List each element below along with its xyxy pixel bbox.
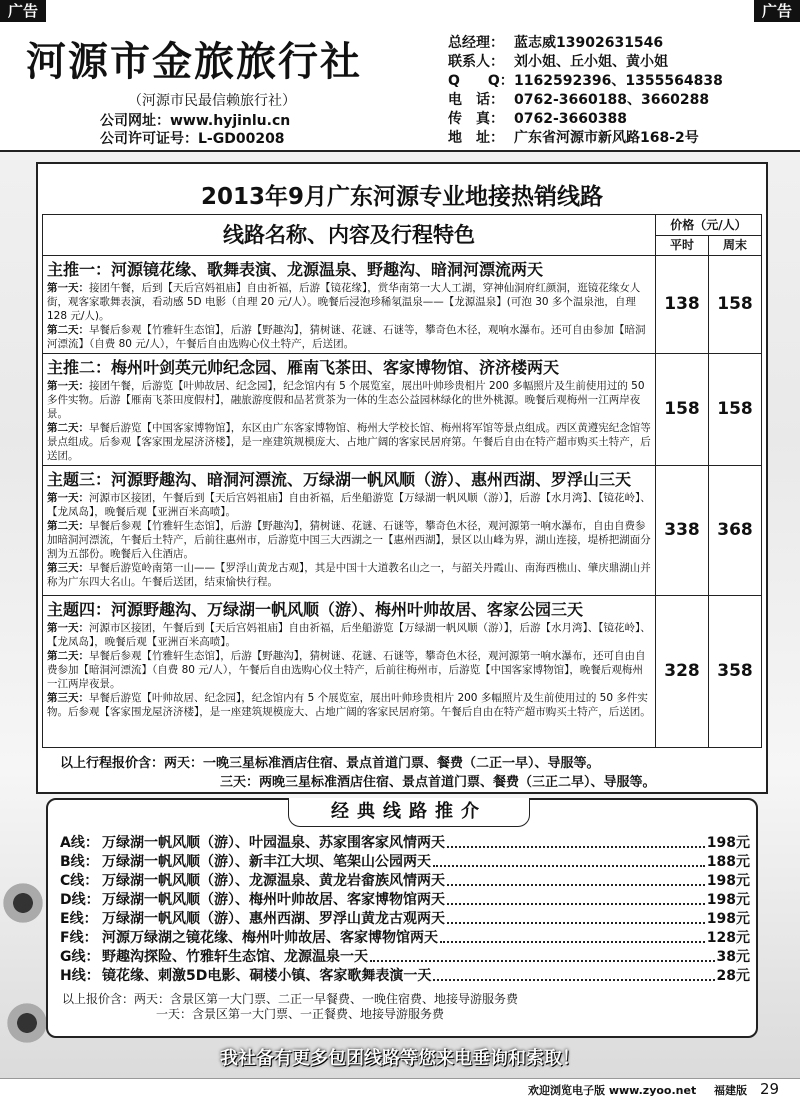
ad-tag-left: 广告 (0, 0, 46, 22)
contact-label: 电 话： (448, 92, 504, 108)
sunflower-decoration-icon (0, 880, 46, 926)
contact-row (448, 72, 788, 91)
leader-dots (447, 891, 705, 905)
route-description (43, 465, 656, 595)
classic-note-two-day: 以上报价含：两天：含景区第一大门票、二正一早餐费、一晚住宿费、地接导游服务费 (62, 992, 519, 1006)
weekday-price: 328 (656, 595, 709, 747)
day-label: 第二天： (47, 324, 89, 336)
footer-edition: 福建版 (714, 1084, 747, 1097)
route-title: 主推二：梅州叶剑英元帅纪念园、雁南飞茶田、客家博物馆、济济楼两天 (47, 358, 560, 377)
company-website[interactable]: 公司网址：www.hyjinlu.cn (100, 113, 291, 129)
contact-value: 1162592396、1355564838 (514, 73, 723, 89)
footer-site-link[interactable]: 欢迎浏览电子版 www.zyoo.net (528, 1084, 697, 1097)
contact-value: 刘小姐、丘小姐、黄小姐 (514, 54, 668, 70)
day-text: 早餐后游览【叶帅故居、纪念园】，纪念馆内有 5 个展览室，展出叶帅珍贵相片 200 多幅照片及生前使用过的 50 多件实物。后参观【客家围龙屋济济楼】，是一座建筑规模庞大、占地广阔的客家民居府第。午餐后自由在特产超市购买土特产，后送团。 (47, 692, 651, 718)
company-slogan: （河源市民最信赖旅行社） (128, 93, 296, 109)
header (0, 0, 800, 152)
price-notes (42, 752, 760, 790)
classic-price-note (62, 992, 518, 1022)
line-code: A线： (60, 835, 99, 851)
list-item (60, 929, 750, 948)
list-item (60, 872, 750, 891)
day-label: 第一天： (47, 622, 89, 634)
list-item (60, 853, 750, 872)
list-item (60, 891, 750, 910)
route-title: 主题三：河源野趣沟、暗洞河漂流、万绿湖一帆风顺（游）、惠州西湖、罗浮山三天 (47, 470, 632, 489)
list-item (60, 967, 750, 986)
line-price: 198元 (706, 873, 750, 889)
leader-dots (440, 929, 705, 943)
day-text: 河源市区接团，午餐后到【天后宫妈祖庙】自由祈福，后坐船游览【万绿湖一帆风顺（游）】，后游【水月湾】、【镜花岭】、【龙凤岛】，晚餐后观【亚洲百米高喷】。 (47, 622, 651, 648)
line-name: 万绿湖一帆风顺（游）、新丰江大坝、笔架山公园两天 (102, 854, 431, 870)
weekday-column-header: 平时 (656, 236, 709, 255)
route-day (47, 691, 651, 719)
day-text: 河源市区接团，午餐后到【天后宫妈祖庙】自由祈福，后坐船游览【万绿湖一帆风顺（游）】，后游【水月湾】、【镜花岭】、【龙凤岛】，晚餐后观【亚洲百米高喷】。 (47, 492, 651, 518)
day-text: 早餐后参观【竹雅轩生态馆】，后游【野趣沟】，猜树谜、花谜、石谜等，攀奇色木径，观响水瀑布。还可自由参加【暗洞河漂流】（自费 80 元/人），午餐后自由选购心仪土特产，后送团。 (47, 324, 646, 350)
contact-label: 地 址： (448, 130, 504, 146)
contact-row (448, 34, 788, 53)
route-day (47, 379, 651, 421)
weekend-column-header: 周末 (722, 238, 747, 252)
ad-tag-right: 广告 (754, 0, 800, 22)
price-note-three-day: 三天：两晚三星标准酒店住宿、景点首道门票、餐费（三正二早）、导服等。 (220, 775, 656, 790)
contact-row (448, 53, 788, 72)
list-item (60, 948, 750, 967)
route-day (47, 421, 651, 463)
day-label: 第二天： (47, 422, 89, 434)
line-name: 万绿湖一帆风顺（游）、叶园温泉、苏家围客家风情两天 (102, 835, 445, 851)
line-name: 河源万绿湖之镜花缘、梅州叶帅故居、客家博物馆两天 (102, 930, 438, 946)
line-price: 28元 (716, 968, 750, 984)
contact-row (448, 129, 788, 148)
routes-table-header (42, 214, 762, 256)
line-price: 128元 (706, 930, 750, 946)
leader-dots (447, 872, 705, 886)
weekend-price: 158 (717, 294, 753, 314)
day-text: 早餐后参观【竹雅轩生态馆】，后游【野趣沟】，猜树谜、花谜、石谜等，攀奇色木径，观河源第一响水瀑布，还可自由自费参加【暗洞河漂流】（自费 80 元/人），午餐后自由选购心仪土特产，后前往梅州市，后游览【中国客家博物馆】，晚餐后观梅州一江两岸夜景。 (47, 650, 646, 690)
list-item (60, 910, 750, 929)
day-text: 早餐后游览岭南第一山——【罗浮山黄龙古观】，其是中国十大道教名山之一，与韶关丹霞山、南海西樵山、肇庆鼎湖山并称为广东四大名山。午餐后送团，结束愉快行程。 (47, 562, 651, 588)
weekend-price: 368 (717, 520, 753, 540)
leader-dots (447, 834, 705, 848)
day-label: 第二天： (47, 650, 89, 662)
leader-dots (447, 910, 705, 924)
route-day (47, 281, 651, 323)
route-description (43, 353, 656, 465)
route-description (43, 255, 656, 353)
contact-block (448, 34, 788, 148)
leader-dots (433, 967, 714, 981)
line-code: D线： (60, 892, 100, 908)
contact-label: 传 真： (448, 111, 504, 127)
day-text: 早餐后游览【中国客家博物馆】，东区由广东客家博物馆、梅州大学校长馆、梅州将军馆等景点组成。西区黄遵宪纪念馆等景点组成。后参观【客家围龙屋济济楼】，是一座建筑规模庞大、占地广阔的客家民居府第。午餐后自由在特产超市购买土特产，后送团。 (47, 422, 651, 462)
route-day (47, 561, 651, 589)
line-name: 野趣沟探险、竹雅轩生态馆、龙源温泉一天 (102, 949, 368, 965)
day-label: 第三天： (47, 692, 89, 704)
route-row (42, 353, 762, 466)
route-column-header: 线路名称、内容及行程特色 (43, 215, 656, 255)
route-row (42, 595, 762, 748)
promo-banner: 我社备有更多包团线路等您来电垂询和索取！ (220, 1048, 580, 1069)
day-text: 接团午餐，后游览【叶帅故居、纪念园】，纪念馆内有 5 个展览室，展出叶帅珍贵相片 200 多幅照片及生前使用过的 50 多件实物。后游【雁南飞茶田度假村】，融旅游度假和品茗赏茶为一体的生态公益园林绿化的世外桃源。晚餐后观梅州一江两岸夜景。 (47, 380, 645, 420)
line-name: 万绿湖一帆风顺（游）、龙源温泉、黄龙岩畲族风情两天 (102, 873, 445, 889)
day-label: 第一天： (47, 282, 89, 294)
line-name: 万绿湖一帆风顺（游）、梅州叶帅故居、客家博物馆两天 (102, 892, 445, 908)
line-price: 198元 (706, 835, 750, 851)
route-day (47, 323, 651, 351)
route-title: 主题四：河源野趣沟、万绿湖一帆风顺（游）、梅州叶帅故居、客家公园三天 (47, 600, 584, 619)
classic-note-one-day: 一天：含景区第一大门票、一正餐费、地接导游服务费 (156, 1007, 445, 1021)
line-price: 198元 (706, 911, 750, 927)
company-license: 公司许可证号：L-GD00208 (100, 131, 285, 147)
leader-dots (433, 853, 705, 867)
contact-value: 广东省河源市新风路168-2号 (514, 130, 699, 146)
line-name: 万绿湖一帆风顺（游）、惠州西湖、罗浮山黄龙古观两天 (102, 911, 445, 927)
weekend-price: 358 (717, 661, 753, 681)
line-price: 188元 (706, 854, 750, 870)
weekday-price: 138 (656, 255, 709, 353)
contact-row (448, 91, 788, 110)
contact-label: 联系人： (448, 54, 504, 70)
company-name: 河源市金旅旅行社 (26, 39, 362, 85)
price-column-header: 价格（元/人） (656, 215, 761, 236)
page-footer (0, 1078, 800, 1101)
line-price: 198元 (706, 892, 750, 908)
line-code: G线： (60, 949, 100, 965)
contact-label: 总经理： (448, 35, 504, 51)
contact-value: 0762-3660388 (514, 111, 627, 127)
route-day (47, 491, 651, 519)
weekend-price: 158 (717, 399, 753, 419)
route-title: 主推一：河源镜花缘、歌舞表演、龙源温泉、野趣沟、暗洞河漂流两天 (47, 260, 544, 279)
line-code: C线： (60, 873, 99, 889)
weekday-price: 158 (656, 353, 709, 465)
contact-value: 蓝志威13902631546 (514, 35, 664, 51)
day-label: 第一天： (47, 380, 89, 392)
line-code: E线： (60, 911, 98, 927)
day-text: 接团午餐，后到【天后宫妈祖庙】自由祈福，后游【镜花缘】，赏华南第一大人工湖，穿神仙洞府红颜洞，逛镜花缘女人街，观客家歌舞表演，看动感 5D 电影（自理 20 元/人）。晚餐后浸泡珍稀氡温泉——【龙源温泉】(可泡 30 多个温泉池，自理 128 元/人)。 (47, 282, 641, 322)
price-note-two-day: 以上行程报价含：两天：一晚三星标准酒店住宿、景点首道门票、餐费（二正一早）、导服等。 (60, 756, 600, 771)
route-day (47, 621, 651, 649)
contact-row (448, 110, 788, 129)
route-row (42, 465, 762, 596)
classic-routes-list (60, 834, 750, 986)
classic-routes-panel (46, 798, 758, 1038)
leader-dots (370, 948, 715, 962)
list-item (60, 834, 750, 853)
day-label: 第一天： (47, 492, 89, 504)
page-number: 29 (760, 1080, 780, 1098)
route-day (47, 519, 651, 561)
hot-routes-title: 2013年9月广东河源专业地接热销线路 (200, 184, 604, 210)
classic-routes-title: 经典线路推介 (288, 798, 530, 827)
day-label: 第二天： (47, 520, 89, 532)
weekday-price: 338 (656, 465, 709, 595)
line-price: 38元 (716, 949, 750, 965)
line-name: 镜花缘、刺激5D电影、硐楼小镇、客家歌舞表演一天 (102, 968, 432, 984)
line-code: H线： (60, 968, 100, 984)
line-code: B线： (60, 854, 99, 870)
hot-routes-panel (36, 162, 768, 794)
day-label: 第三天： (47, 562, 89, 574)
contact-label: Q Q： (448, 73, 514, 89)
line-code: F线： (60, 930, 98, 946)
route-day (47, 649, 651, 691)
route-description (43, 595, 656, 747)
day-text: 早餐后参观【竹雅轩生态馆】，后游【野趣沟】，猜树谜、花谜、石谜等，攀奇色木径，观河源第一响水瀑布，自由自费参加暗洞河漂流，午餐后土特产，后前往惠州市，后游览中国三大西湖之一【惠州西湖】，景区以山峰为界，湖山连接，堤桥把湖面分割为五部份。晚餐后入住酒店。 (47, 520, 651, 560)
route-row (42, 255, 762, 354)
contact-value: 0762-3660188、3660288 (514, 92, 710, 108)
